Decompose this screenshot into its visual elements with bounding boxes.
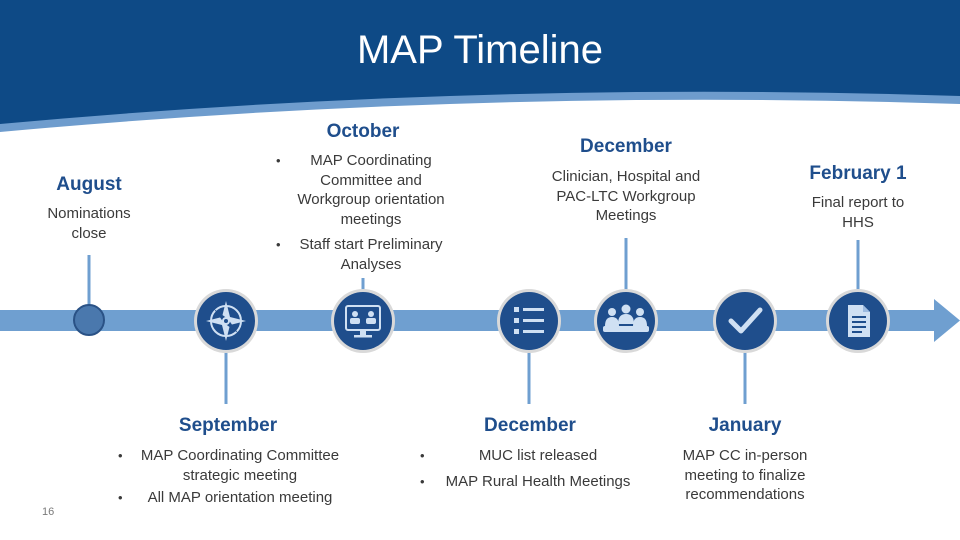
january-month: January (708, 415, 782, 436)
september-bullet-2: • All MAP orientation meeting (118, 488, 348, 508)
page-number: 16 (42, 506, 55, 518)
node-february (826, 289, 890, 353)
september-desc (118, 446, 348, 514)
december-upper-month: December (580, 136, 672, 157)
slide-title: MAP Timeline (356, 28, 603, 72)
december-upper-desc: Clinician, Hospital and PAC-LTC Workgroup Meetings (551, 168, 701, 224)
january-desc: MAP CC in-person meeting to finalize recommendations (682, 447, 808, 503)
timeline-bar (0, 310, 940, 331)
node-september (194, 289, 258, 353)
august-dot (74, 305, 104, 335)
document-icon (848, 305, 870, 337)
group-meeting-icon (603, 305, 649, 333)
december-lower-desc (420, 446, 642, 497)
node-december-upper (594, 289, 658, 353)
october-month: October (326, 121, 400, 142)
august-month: August (56, 174, 122, 195)
timeline-arrowhead (934, 299, 960, 342)
october-bullet-2: • Staff start Preliminary Analyses (276, 235, 452, 274)
node-october (331, 289, 395, 353)
august-desc: Nominations close (47, 205, 131, 242)
node-december-lower (497, 289, 561, 353)
october-desc (276, 151, 452, 280)
february-desc: Final report to HHS (811, 194, 905, 231)
september-month: September (178, 415, 278, 436)
september-bullet-1: • MAP Coordinating Committee strategic meeting (118, 446, 348, 485)
node-january (713, 289, 777, 353)
october-bullet-1: • MAP Coordinating Committee and Workgroup orientation meetings (276, 151, 452, 229)
december-lower-month: December (484, 415, 576, 436)
december-lower-bullet-1: • MUC list released (420, 446, 642, 466)
december-lower-bullet-2: • MAP Rural Health Meetings (420, 472, 642, 492)
february-month: February 1 (809, 163, 907, 184)
